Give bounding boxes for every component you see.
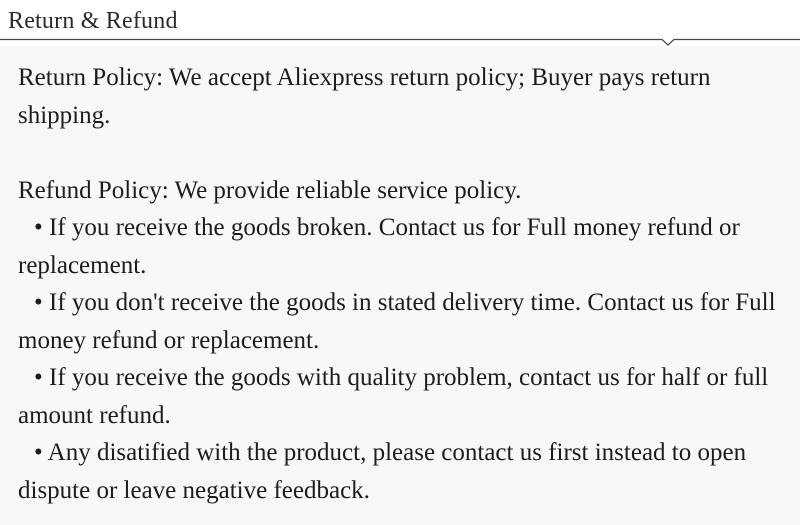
- refund-bullet-text: If you receive the goods with quality problem, contact us for half or full amount refund.: [18, 364, 769, 429]
- bullet-icon: •: [34, 289, 43, 316]
- refund-bullet-text: Any disatified with the product, please contact us first instead to open dispute or leave negative feedback.: [18, 439, 747, 504]
- refund-policy-intro: Refund Policy: We provide reliable service policy.: [18, 176, 522, 204]
- policy-content: [18, 59, 790, 509]
- refund-bullet-item: [18, 434, 790, 509]
- bullet-icon: •: [34, 214, 43, 241]
- refund-bullet-item: [18, 284, 790, 359]
- refund-bullet-text: If you receive the goods broken. Contact us for Full money refund or replacement.: [18, 214, 740, 279]
- return-policy-text: Return Policy: We accept Aliexpress return policy; Buyer pays return shipping.: [18, 64, 711, 129]
- bullet-icon: •: [34, 439, 43, 466]
- refund-bullet-text: If you don't receive the goods in stated delivery time. Contact us for Full money refund or replacement.: [18, 289, 776, 354]
- section-title: Return & Refund: [8, 8, 178, 34]
- bullet-icon: •: [34, 364, 43, 391]
- header-divider: [0, 0, 800, 50]
- paragraph-spacer: [18, 134, 790, 172]
- refund-bullet-item: [18, 359, 790, 434]
- refund-bullet-item: [18, 209, 790, 284]
- divider-notch-line: [0, 40, 800, 46]
